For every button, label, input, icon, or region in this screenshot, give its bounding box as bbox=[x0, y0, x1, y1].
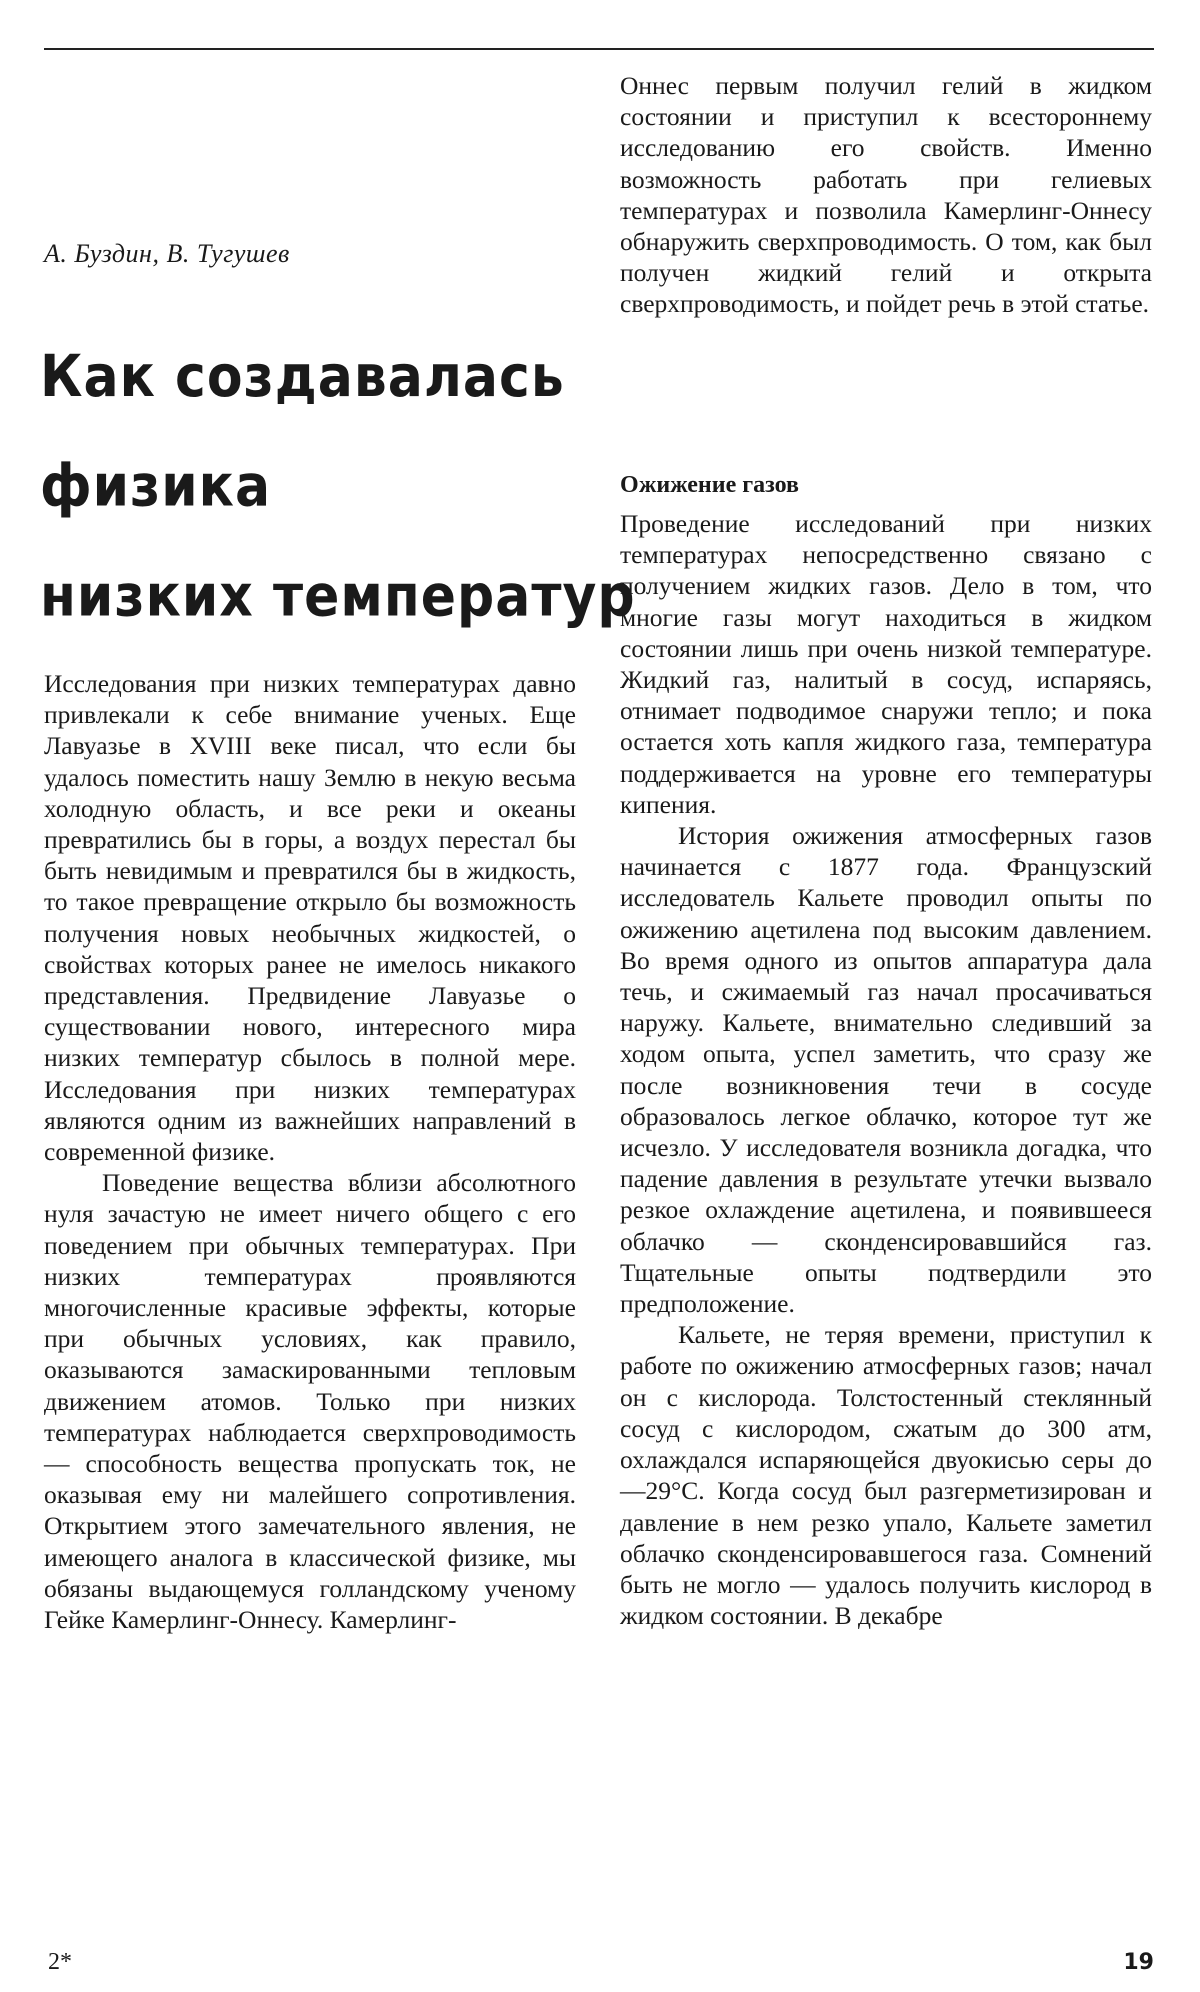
body-paragraph: Поведение вещества вблизи абсолютного нуля зачастую не имеет ничего общего с его поведением при обычных температурах. При низких температурах проявляются многочисленные красивые эффекты, которые при обычных условиях, как правило, оказываются замаскированными тепловым движением атомов. Только при низких температурах наблюдается сверхпроводимость — способность вещества пропускать ток, не оказывая ему ни малейшего сопротивления. Открытием этого замечательного явления, не имеющего аналога в классической физике, мы обязаны выдающемуся голландскому ученому Гейке Камерлинг-Оннесу. Камерлинг- bbox=[44, 1168, 576, 1635]
top-rule bbox=[44, 48, 1154, 50]
article-title bbox=[40, 322, 636, 651]
right-column-intro bbox=[620, 70, 1152, 320]
body-paragraph: Исследования при низких температурах давно привлекали к себе внимание ученых. Еще Лавуазье в XVIII веке писал, что если бы удалось поместить нашу Землю в некую весьма холодную область, и все реки и океаны превратились бы в горы, а воздух перестал бы быть невидимым и превратился бы в жидкость, то такое превращение открыло бы возможность получения новых необычных жидкостей, о свойствах которых ранее не имелось никакого представления. Предвидение Лавуазье о существовании нового, интересного мира низких температур сбылось в полной мере. Исследования при низких температурах являются одним из важнейших направлений в современной физике. bbox=[44, 669, 576, 1167]
authors-byline: А. Буздин, В. Тугушев bbox=[44, 239, 290, 268]
body-paragraph: Проведение исследований при низких температурах непосредственно связано с получением жидких газов. Дело в том, что многие газы могут находиться в жидком состоянии лишь при очень низкой температуре. Жидкий газ, налитый в сосуд, испаряясь, отнимает подводимое снаружи тепло; и пока остается хоть капля жидкого газа, температура поддерживается на уровне его температуры кипения. bbox=[620, 509, 1152, 819]
title-line: низких температур bbox=[40, 562, 636, 630]
page-number: 19 bbox=[1123, 1950, 1154, 1975]
left-column bbox=[44, 668, 576, 1635]
title-line: Как создавалась bbox=[40, 343, 565, 411]
body-paragraph: Оннес первым получил гелий в жидком состоянии и приступил к всестороннему исследованию его свойств. Именно возможность работать при гелиевых температурах и позволила Камерлинг-Оннесу обнаружить сверхпроводимость. О том, как был получен жидкий гелий и открыта сверхпроводимость, и пойдет речь в этой статье. bbox=[620, 71, 1152, 319]
body-paragraph: Кальете, не теряя времени, приступил к работе по ожижению атмосферных газов; начал он с кислорода. Толстостенный стеклянный сосуд с кислородом, сжатым до 300 атм, охлаждался испаряющейся двуокисью серы до —29°С. Когда сосуд был разгерметизирован и давление в нем резко упало, Кальете заметил облачко сконденсировавшегося газа. Сомнений быть не могло — удалось получить кислород в жидком состоянии. В декабре bbox=[620, 1320, 1152, 1631]
title-line: физика bbox=[40, 453, 272, 521]
right-column bbox=[620, 508, 1152, 1631]
signature-mark: 2* bbox=[48, 1949, 72, 1975]
section-heading: Ожижение газов bbox=[620, 472, 800, 498]
body-paragraph: История ожижения атмосферных газов начинается с 1877 года. Французский исследователь Кальете проводил опыты по ожижению ацетилена под высоким давлением. Во время одного из опытов аппаратура дала течь, и сжимаемый газ начал просачиваться наружу. Кальете, внимательно следивший за ходом опыта, успел заметить, что сразу же после возникновения течи в сосуде образовалось легкое облачко, которое тут же исчезло. У исследователя возникла догадка, что падение давления в результате утечки вызвало резкое охлаждение ацетилена, и появившееся облачко — сконденсировавшийся газ. Тщательные опыты подтвердили это предположение. bbox=[620, 821, 1152, 1319]
